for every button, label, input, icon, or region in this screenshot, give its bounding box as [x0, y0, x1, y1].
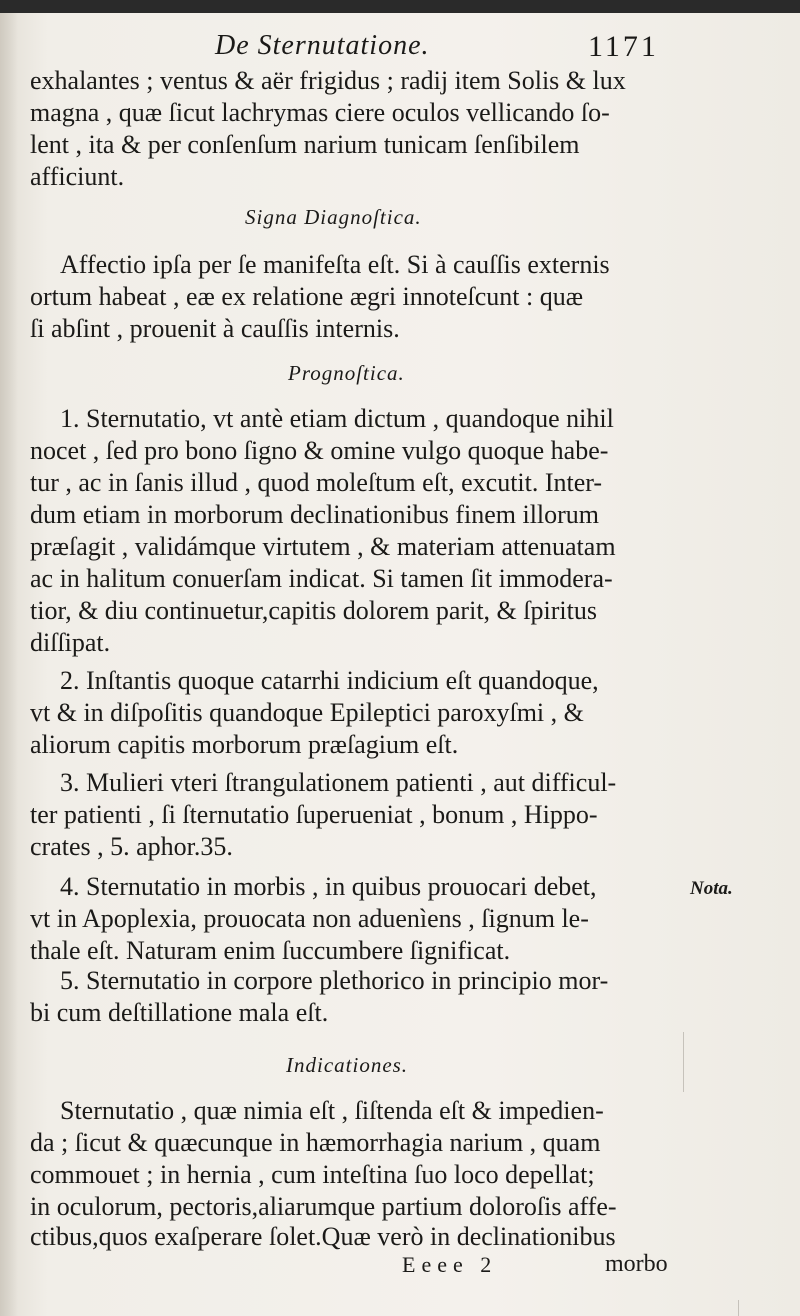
text-line: 1. Sternutatio, vt antè etiam dictum , quandoque nihil — [60, 404, 614, 433]
text-line: ortum habeat , eæ ex relatione ægri innoteſcunt : quæ — [30, 282, 584, 311]
text-line: exhalantes ; ventus & aër frigidus ; radij item Solis & lux — [30, 66, 626, 95]
text-line: in oculorum, pectoris,aliarumque partium doloroſis affe- — [30, 1192, 617, 1221]
text-line: bi cum deſtillatione mala eſt. — [30, 998, 329, 1027]
text-line: lent , ita & per conſenſum narium tunicam ſenſibilem — [30, 130, 580, 159]
text-line: thale eſt. Naturam enim ſuccumbere ſignificat. — [30, 936, 511, 965]
text-line: præſagit , validámque virtutem , & materiam attenuatam — [30, 532, 616, 561]
running-head: De Sternutatione. — [215, 30, 430, 61]
text-line: vt & in diſpoſitis quandoque Epileptici paroxyſmi , & — [30, 698, 584, 727]
text-line: crates , 5. aphor.35. — [30, 832, 233, 861]
text-line: diſſipat. — [30, 628, 111, 657]
text-line: dum etiam in morborum declinationibus finem illorum — [30, 500, 600, 529]
page-number: 1171 — [588, 30, 659, 63]
text-line: magna , quæ ſicut lachrymas ciere oculos vellicando ſo- — [30, 98, 610, 127]
paper-mark — [738, 1300, 739, 1316]
catchword: morbo — [605, 1251, 668, 1277]
text-line: vt in Apoplexia, prouocata non aduenìens , ſignum le- — [30, 904, 589, 933]
top-scan-border — [0, 0, 800, 13]
text-line: tur , ac in ſanis illud , quod moleſtum eſt, excutit. Inter- — [30, 468, 603, 497]
text-line: ac in halitum conuerſam indicat. Si tamen ſit immodera- — [30, 564, 613, 593]
paper-mark — [683, 1032, 684, 1092]
text-line: nocet , ſed pro bono ſigno & omine vulgo quoque habe- — [30, 436, 609, 465]
margin-note: Nota. — [690, 878, 733, 899]
section-heading-prognostica: Prognoſtica. — [288, 361, 405, 385]
text-line: Sternutatio , quæ nimia eſt , ſiſtenda eſt & impedien- — [60, 1096, 604, 1125]
signature-mark: Eeee 2 — [402, 1252, 498, 1277]
text-line: ctibus,quos exaſperare ſolet.Quæ verò in declinationibus — [30, 1222, 616, 1251]
text-line: ter patienti , ſi ſternutatio ſuperueniat , bonum , Hippo- — [30, 800, 598, 829]
text-line: 5. Sternutatio in corpore plethorico in principio mor- — [60, 966, 609, 995]
text-line: 2. Inſtantis quoque catarrhi indicium eſt quandoque, — [60, 666, 599, 695]
text-line: afficiunt. — [30, 162, 125, 191]
page-gutter-shadow — [0, 13, 18, 1316]
section-heading-signa: Signa Diagnoſtica. — [245, 205, 422, 229]
text-line: ſi abſint , prouenit à cauſſis internis. — [30, 314, 400, 343]
text-line: tior, & diu continuetur,capitis dolorem parit, & ſpiritus — [30, 596, 597, 625]
text-line: 4. Sternutatio in morbis , in quibus prouocari debet, — [60, 872, 597, 901]
text-line: aliorum capitis morborum præſagium eſt. — [30, 730, 459, 759]
text-line: 3. Mulieri vteri ſtrangulationem patienti , aut difficul- — [60, 768, 617, 797]
section-heading-indicationes: Indicationes. — [286, 1053, 409, 1077]
text-line: commouet ; in hernia , cum inteſtina ſuo loco depellat; — [30, 1160, 595, 1189]
text-line: da ; ſicut & quæcunque in hæmorrhagia narium , quam — [30, 1128, 601, 1157]
text-line: Affectio ipſa per ſe manifeſta eſt. Si à cauſſis externis — [60, 250, 610, 279]
